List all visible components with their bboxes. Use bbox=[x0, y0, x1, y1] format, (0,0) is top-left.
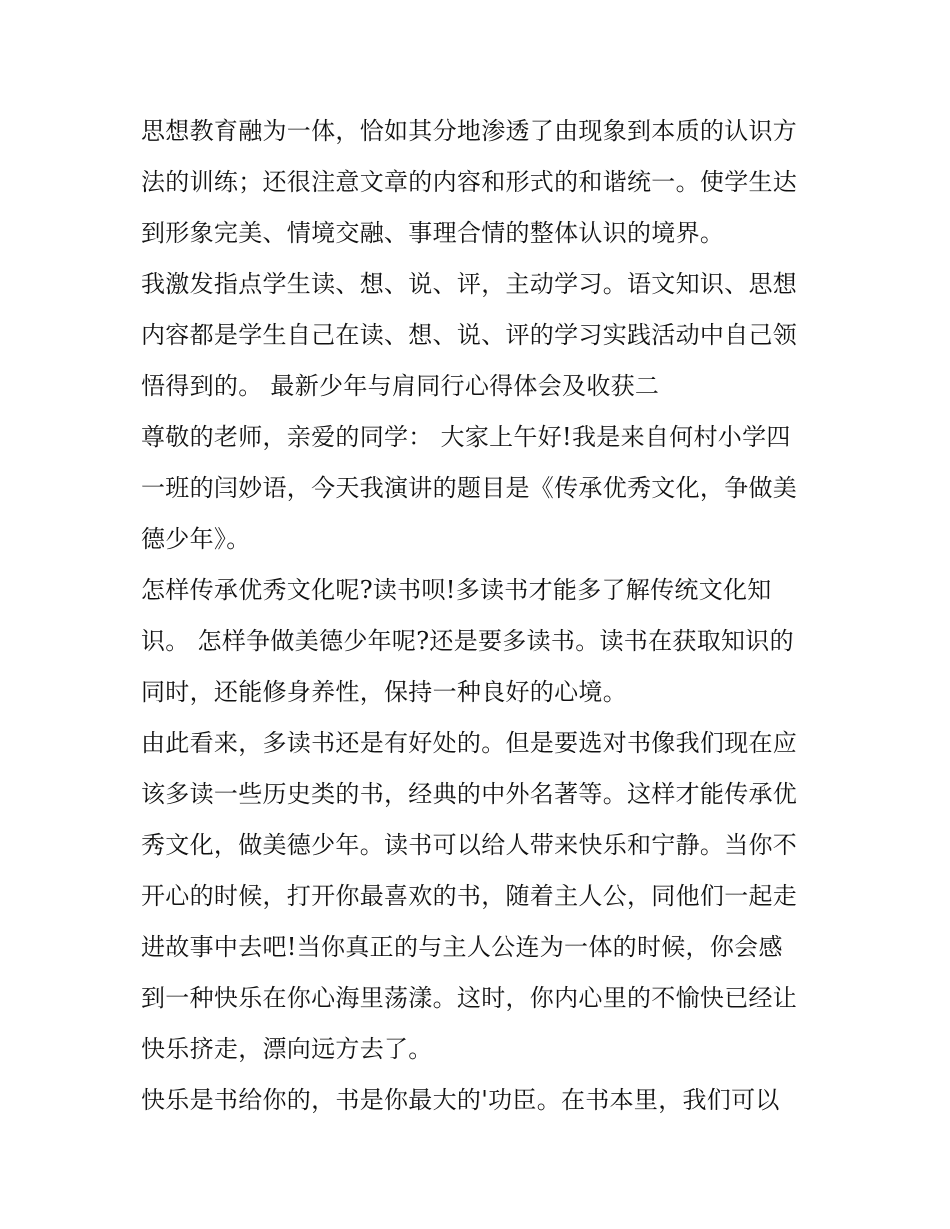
text-line: 进故事中去吧!当你真正的与主人公连为一体的时候，你会感 bbox=[141, 933, 783, 961]
text-line: 到形象完美、情境交融、事理合情的整体认识的境界。 bbox=[141, 219, 725, 247]
text-line: 同时，还能修身养性，保持一种良好的心境。 bbox=[141, 678, 627, 706]
text-line: 该多读一些历史类的书，经典的中外名著等。这样才能传承优 bbox=[141, 780, 798, 808]
text-line: 秀文化，做美德少年。读书可以给人带来快乐和宁静。当你不 bbox=[141, 831, 798, 859]
text-line: 快乐挤走，漂向远方去了。 bbox=[141, 1035, 433, 1063]
text-line: 怎样传承优秀文化呢?读书呗!多读书才能多了解传统文化知 bbox=[141, 576, 772, 604]
text-line: 尊敬的老师，亲爱的同学： 大家上午好!我是来自何村小学四 bbox=[141, 423, 791, 451]
text-line: 到一种快乐在你心海里荡漾。这时，你内心里的不愉快已经让 bbox=[141, 984, 798, 1012]
text-line: 内容都是学生自己在读、想、说、评的学习实践活动中自己领 bbox=[141, 321, 798, 349]
text-line: 我激发指点学生读、想、说、评，主动学习。语文知识、思想 bbox=[141, 270, 798, 298]
text-line: 法的训练；还很注意文章的内容和形式的和谐统一。使学生达 bbox=[141, 168, 798, 196]
text-line: 识。 怎样争做美德少年呢?还是要多读书。读书在获取知识的 bbox=[141, 627, 794, 655]
text-line: 开心的时候，打开你最喜欢的书，随着主人公，同他们一起走 bbox=[141, 882, 798, 910]
document-body bbox=[141, 106, 821, 1126]
text-line: 思想教育融为一体，恰如其分地渗透了由现象到本质的认识方 bbox=[141, 117, 798, 145]
text-line: 悟得到的。 最新少年与肩同行心得体会及收获二 bbox=[141, 372, 660, 400]
text-line: 德少年》。 bbox=[141, 525, 251, 553]
text-line: 一班的闫妙语，今天我演讲的题目是《传承优秀文化，争做美 bbox=[141, 474, 798, 502]
text-line: 快乐是书给你的，书是你最大的'功臣。在书本里，我们可以 bbox=[141, 1086, 780, 1114]
text-line: 由此看来，多读书还是有好处的。但是要选对书像我们现在应 bbox=[141, 729, 798, 757]
